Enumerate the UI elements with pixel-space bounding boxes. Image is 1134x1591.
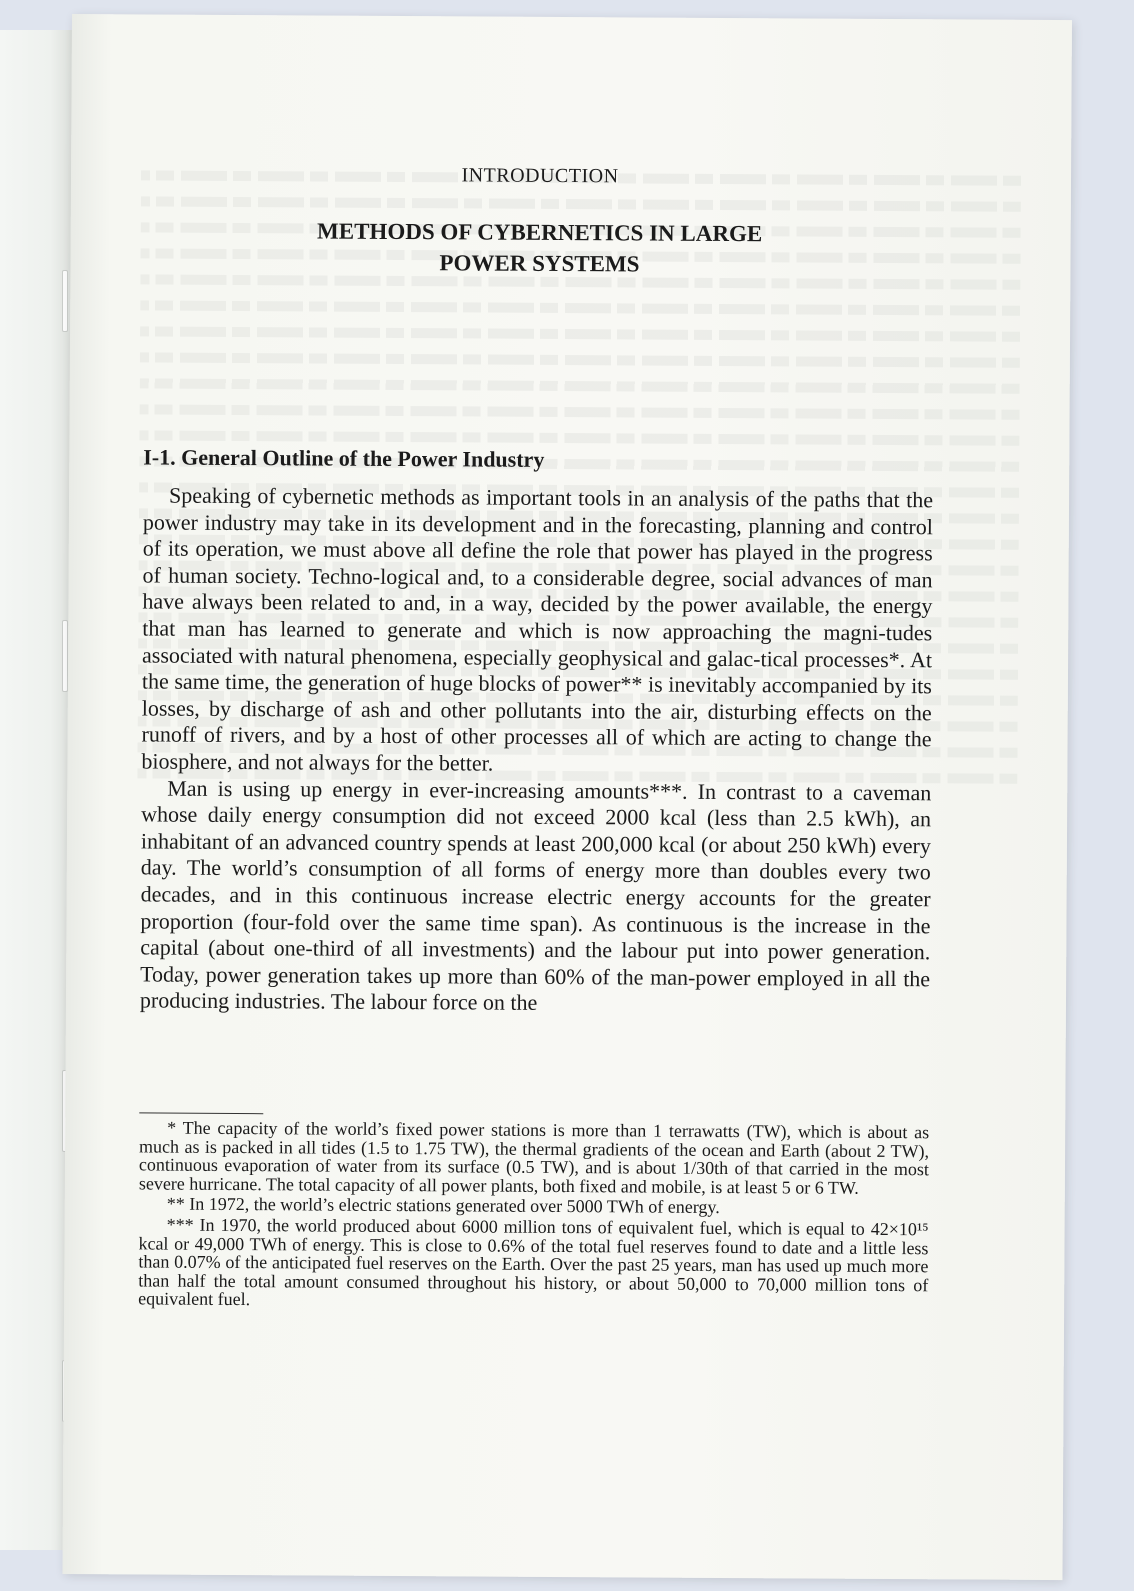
chapter-title-line-1: METHODS OF CYBERNETICS IN LARGE bbox=[317, 218, 763, 247]
footnote-divider bbox=[139, 1112, 263, 1114]
footnote: * The capacity of the world’s fixed power stations is more than 1 terrawatts (TW), which is about as much as is packed in all tides (1.5 to 1.75 TW), the thermal gradients of the ocean and Earth (about 2 TW), continuous evaporation of water from its surface (0.5 TW), and is about 1/30th of that carried in the most severe hurricane. The total capacity of all power plants, both fixed and mobile, is at least 5 or 6 TW. bbox=[138, 1117, 930, 1198]
left-page-edge bbox=[0, 30, 74, 1550]
page-content bbox=[138, 14, 936, 1310]
chapter-label: INTRODUCTION bbox=[461, 164, 619, 188]
body-text bbox=[140, 482, 933, 1019]
paragraph: Speaking of cybernetic methods as important tools in an analysis of the paths that the power industry may take in its development and in the forecasting, planning and control of its operation, we must above all define the role that power has played in the progress of human society. Techno-logical and, to a considerable degree, social advances of man have always been related to and, in a way, decided by the power available, the energy that man has learned to generate and which is now approaching the magni-tudes associated with natural phenomena, especially geophysical and galac-tical processes*. At the same time, the generation of huge blocks of power** is inevitably accompanied by its losses, by discharge of ash and other pollutants into the air, disturbing effects on the runoff of rivers, and by a host of other processes all of which are acting to change the biosphere, and not always for the better. bbox=[141, 482, 934, 776]
chapter-title-line-2: POWER SYSTEMS bbox=[439, 250, 640, 277]
footnote: ** In 1972, the world’s electric stations generated over 5000 TWh of energy. bbox=[166, 1193, 720, 1218]
footnotes bbox=[138, 1118, 929, 1313]
binding-stitch bbox=[62, 270, 68, 332]
chapter-title bbox=[144, 214, 934, 281]
book-page bbox=[62, 14, 1072, 1580]
paragraph: Man is using up energy in ever-increasing amounts***. In contrast to a caveman whose daily energy consumption did not exceed 2000 kcal (less than 2.5 kWh), an inhabitant of an advanced country spends at least 200,000 kcal (or about 250 kWh) every day. The world’s consumption of all forms of energy more than doubles every two decades, and in this continuous increase electric energy accounts for the greater proportion (four-fold over the same time span). As continuous is the increase in the capital (about one-third of all investments) and the labour put into power generation. Today, power generation takes up more than 60% of the man-power employed in all the producing industries. The labour force on the bbox=[139, 775, 932, 1016]
footnote: *** In 1970, the world produced about 6000 million tons of equivalent fuel, which is equal to 42×10¹⁵ kcal or 49,000 TWh of energy. This is close to 0.6% of the total fuel reserves found to date and a little less than 0.07% of the anticipated fuel reserves on the Earth. Over the past 25 years, man has used up much more than half the total amount consumed throughout his history, or about 50,000 to 70,000 million tons of equivalent fuel. bbox=[138, 1214, 929, 1310]
section-heading: I-1. General Outline of the Power Industry bbox=[143, 444, 545, 472]
